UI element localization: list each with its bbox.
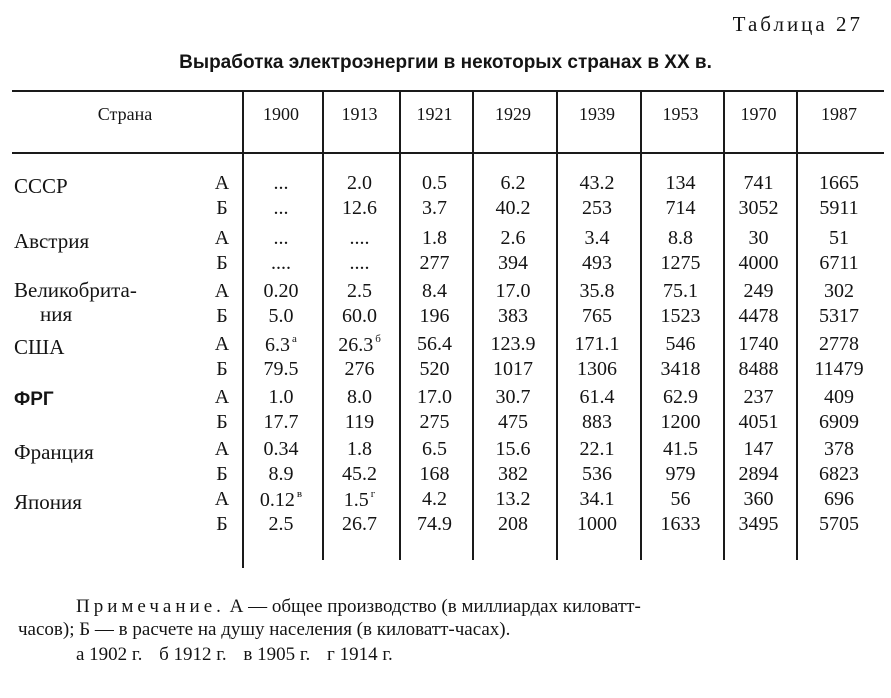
table-cell: 123.9 [490,333,536,355]
table-cell: 714 [665,197,696,219]
row-country: Япония [14,490,82,514]
table-cell: 3052 [738,197,779,219]
table-cell: 13.2 [495,488,531,510]
row-measure-label: А [214,172,230,194]
table-cell: 22.1 [579,438,615,460]
table-cell: 3495 [738,513,779,535]
table-cell: 8.9 [268,463,294,485]
table-cell: 168 [419,463,450,485]
table-cell: 56.4 [417,333,452,355]
header-year: 1913 [341,104,378,124]
table-cell: 11479 [814,358,864,380]
table-cell: 15.6 [495,438,531,460]
table-cell: 56 [670,488,691,510]
header-year: 1970 [740,104,777,124]
table-cell: 79.5 [263,358,299,380]
row-measure-label: Б [216,358,228,380]
table-cell: 6909 [819,411,859,433]
table-cell: 2778 [819,333,859,355]
table-cell: 883 [582,411,612,433]
table-cell: 546 [665,333,696,355]
table-cell: 60.0 [342,305,377,327]
table-cell: 2.6 [500,227,526,249]
table-cell: 2.5 [347,280,372,302]
top-rule [12,90,884,92]
table-cell: 26.3 $^б$ [338,333,381,356]
table-cell: 4478 [738,305,779,327]
table-cell: 360 [743,488,774,510]
row-country: Великобрита- ния [14,278,137,326]
table-title: Выработка электроэнергии в некоторых странах в XX в. [179,52,712,73]
table-cell: 8.8 [668,227,693,249]
note-line2: часов); Б — в расчете на душу населения (в киловатт-часах). [18,619,511,640]
table-cell: 765 [582,305,612,327]
table-number: Таблица 27 [732,12,863,36]
table-cell: 17.0 [495,280,531,302]
table-cell: 75.1 [663,280,698,302]
table-cell: 30 [748,227,769,249]
table-cell: 4051 [738,411,779,433]
table-cell: 237 [743,386,774,408]
table-cell: 2.0 [347,172,372,194]
note-lead: Примечание. [76,596,225,617]
table-cell: 1275 [660,252,701,274]
row-country: США [14,335,65,359]
table-cell: 249 [743,280,774,302]
table-cell: 119 [344,411,375,433]
table-cell: 275 [419,411,450,433]
table-cell: 2894 [738,463,779,485]
table-cell: 147 [743,438,774,460]
header-year: 1987 [821,104,857,124]
table-cell: ... [273,197,289,219]
row-country: Австрия [14,229,90,253]
table-cell: 6.3 $^а$ [265,333,297,356]
note [76,594,876,619]
table-cell: 8.4 [422,280,447,302]
table-cell: 0.12 $^в$ [259,488,303,511]
table-cell: 5911 [819,197,859,219]
table-cell: 1.8 [347,438,372,460]
header-year: 1921 [416,104,453,124]
table-cell: 1665 [819,172,859,194]
table-cell: 277 [419,252,450,274]
table-cell: 1.8 [422,227,447,249]
table-cell: .... [271,252,291,274]
table-cell: 1.5 $^г$ [343,488,376,511]
table-cell: 409 [824,386,854,408]
table-cell: 1633 [660,513,701,535]
table-cell: 26.7 [342,513,377,535]
row-measure-label: А [214,280,230,302]
table-cell: 1200 [660,411,701,433]
table-cell: 0.5 [422,172,447,194]
row-measure-label: Б [216,463,228,485]
table-cell: 520 [419,358,450,380]
row-country: ФРГ [14,389,54,410]
row-measure-label: А [214,488,230,510]
table-cell: 40.2 [495,197,531,219]
table-cell: 5705 [819,513,859,535]
footnotes [76,644,405,666]
table-cell: 51 [829,227,849,249]
table-cell: 5.0 [268,305,294,327]
table-cell: 493 [582,252,612,274]
header-year: 1939 [579,104,615,124]
table-cell: ... [273,227,289,249]
row-measure-label: А [214,227,230,249]
table-cell: 6.5 [422,438,447,460]
table-cell: 45.2 [342,463,377,485]
table-cell: 5317 [819,305,859,327]
table-cell: 536 [582,463,612,485]
table-cell: 383 [498,305,528,327]
table-cell: 1000 [577,513,617,535]
table-cell: .... [349,227,370,249]
table-cell: 8488 [738,358,779,380]
table-cell: 475 [498,411,528,433]
table-cell: 696 [824,488,854,510]
table-cell: 1.0 [268,386,294,408]
table-cell: 1017 [493,358,533,380]
table-cell: 276 [344,358,375,380]
table-cell: 3.4 [584,227,610,249]
footnote-g: г 1914 г. [327,644,393,665]
table-cell: ... [273,172,289,194]
table-cell: 17.7 [263,411,299,433]
table-cell: 1523 [660,305,701,327]
table-cell: 979 [665,463,696,485]
table-cell: 6711 [819,252,859,274]
table-cell: 34.1 [579,488,615,510]
table-cell: 378 [824,438,854,460]
table-cell: 196 [419,305,450,327]
table-cell: 43.2 [579,172,615,194]
footnote-b: б 1912 г. [159,644,227,665]
row-measure-label: Б [216,252,228,274]
row-measure-label: Б [216,305,228,327]
header-country: Страна [97,104,153,124]
header-rule [12,152,884,154]
table-cell: 62.9 [663,386,698,408]
table-cell: 12.6 [342,197,377,219]
row-country: СССР [14,174,68,198]
row-country: Франция [14,440,94,464]
table-cell: 3418 [660,358,701,380]
table-cell: 6.2 [500,172,526,194]
row-measure-label: А [214,333,230,355]
table-cell: 741 [743,172,774,194]
row-measure-label: А [214,386,230,408]
row-measure-label: А [214,438,230,460]
table-cell: 208 [498,513,528,535]
row-measure-label: Б [216,197,228,219]
footnote-v: в 1905 г. [243,644,311,665]
table-cell: 382 [498,463,528,485]
header-year: 1929 [495,104,531,124]
table-cell: 41.5 [663,438,698,460]
table-cell: 74.9 [417,513,452,535]
table-cell: 35.8 [579,280,615,302]
header-year: 1953 [662,104,699,124]
table-cell: 3.7 [422,197,447,219]
table-cell: 30.7 [495,386,531,408]
table-cell: 6823 [819,463,859,485]
header-year: 1900 [263,104,299,124]
table-cell: 8.0 [347,386,372,408]
table-cell: 4000 [738,252,779,274]
table-cell: 1740 [738,333,779,355]
table-cell: 302 [824,280,854,302]
table-cell: 0.20 [263,280,299,302]
table-cell: 171.1 [574,333,620,355]
table-cell: 4.2 [422,488,447,510]
table-cell: 134 [665,172,696,194]
table-cell: 1306 [577,358,617,380]
footnote-a: а 1902 г. [76,644,143,665]
table-cell: .... [349,252,370,274]
table-cell: 17.0 [417,386,452,408]
table-cell: 0.34 [263,438,299,460]
table-cell: 394 [498,252,528,274]
row-measure-label: Б [216,411,228,433]
table-cell: 2.5 [268,513,294,535]
table-cell: 253 [582,197,612,219]
note-line1: А — общее производство (в миллиардах киловатт- [224,596,641,617]
row-measure-label: Б [216,513,228,535]
table-cell: 61.4 [579,386,615,408]
